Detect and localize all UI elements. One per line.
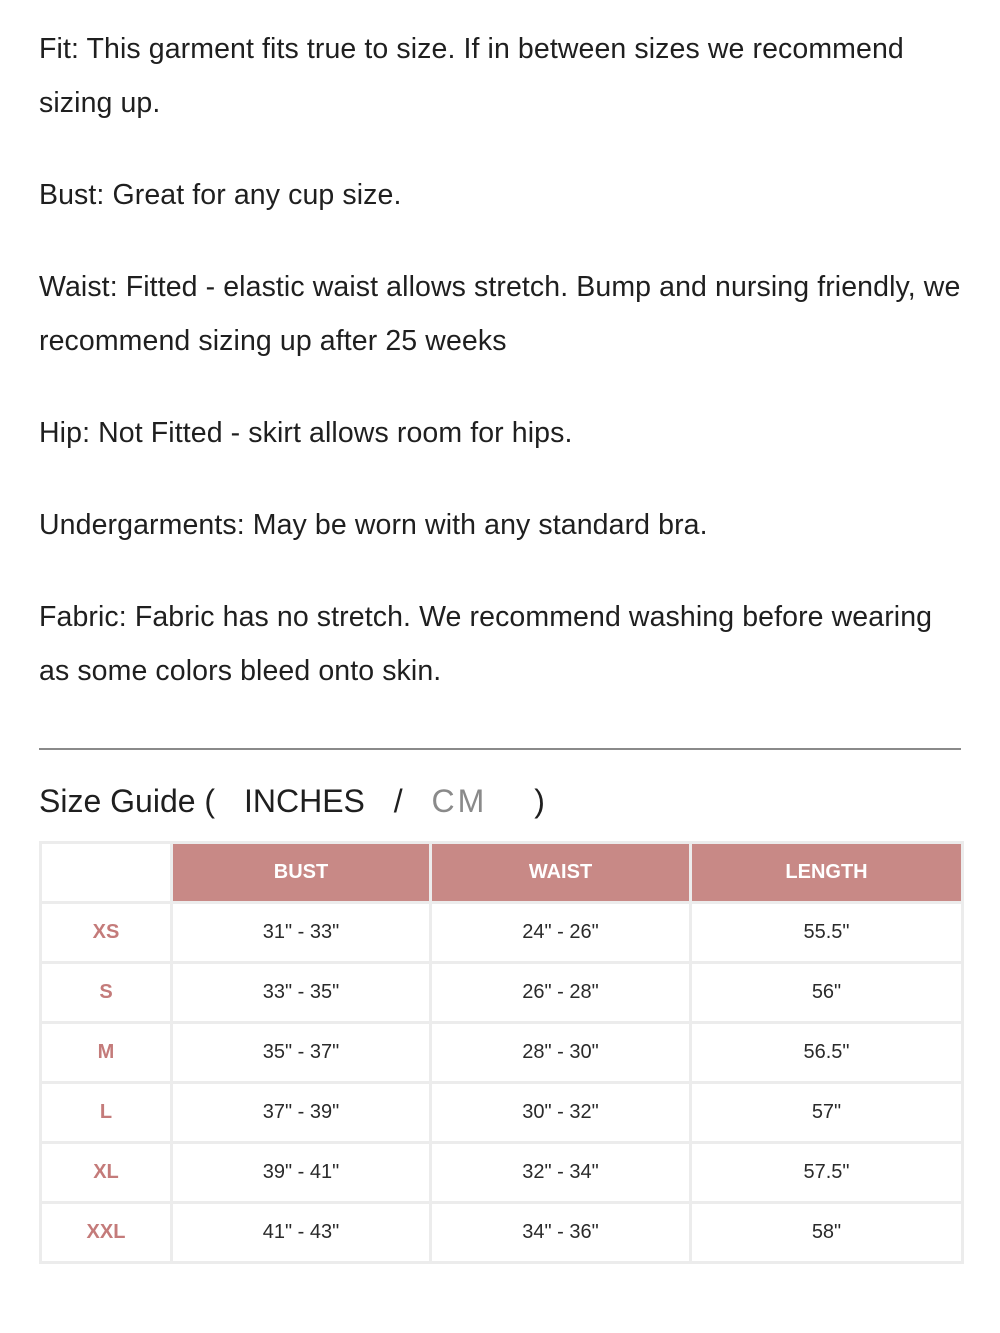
bust-value: 33" - 35" xyxy=(172,963,431,1023)
waist-value: 32" - 34" xyxy=(431,1143,691,1203)
table-row xyxy=(41,903,963,963)
header-bust: BUST xyxy=(172,843,431,903)
table-row xyxy=(41,963,963,1023)
table-row xyxy=(41,1083,963,1143)
size-label: XXL xyxy=(41,1203,172,1263)
table-row xyxy=(41,1203,963,1263)
size-guide-title: Size Guide ( xyxy=(39,783,216,819)
section-divider xyxy=(39,748,961,750)
unit-inches-toggle[interactable]: INCHES xyxy=(243,783,365,819)
length-value: 58" xyxy=(691,1203,963,1263)
waist-value: 28" - 30" xyxy=(431,1023,691,1083)
bust-detail: Bust: Great for any cup size. xyxy=(39,179,402,211)
length-value: 57" xyxy=(691,1083,963,1143)
table-header-row xyxy=(41,843,963,903)
product-details xyxy=(39,22,961,736)
fabric-detail: Fabric: Fabric has no stretch. We recommend washing before wearing as some colors bleed onto skin. xyxy=(39,601,933,687)
fit-detail: Fit: This garment fits true to size. If in between sizes we recommend sizing up. xyxy=(39,33,904,119)
waist-value: 24" - 26" xyxy=(431,903,691,963)
size-guide-heading xyxy=(39,778,545,824)
bust-value: 41" - 43" xyxy=(172,1203,431,1263)
bust-value: 35" - 37" xyxy=(172,1023,431,1083)
size-label: L xyxy=(41,1083,172,1143)
length-value: 57.5" xyxy=(691,1143,963,1203)
waist-detail: Waist: Fitted - elastic waist allows stretch. Bump and nursing friendly, we recommend sizing up after 25 weeks xyxy=(39,271,961,357)
unit-separator: / xyxy=(393,783,403,819)
undergarments-detail: Undergarments: May be worn with any standard bra. xyxy=(39,509,708,541)
header-waist: WAIST xyxy=(431,843,691,903)
bust-value: 37" - 39" xyxy=(172,1083,431,1143)
table-row xyxy=(41,1143,963,1203)
hip-detail: Hip: Not Fitted - skirt allows room for hips. xyxy=(39,417,573,449)
header-length: LENGTH xyxy=(691,843,963,903)
size-label: M xyxy=(41,1023,172,1083)
table-corner-cell xyxy=(41,843,172,903)
length-value: 56.5" xyxy=(691,1023,963,1083)
size-table xyxy=(39,841,964,1264)
size-guide-close-paren: ) xyxy=(534,783,545,819)
size-label: XL xyxy=(41,1143,172,1203)
waist-value: 34" - 36" xyxy=(431,1203,691,1263)
bust-value: 31" - 33" xyxy=(172,903,431,963)
length-value: 56" xyxy=(691,963,963,1023)
waist-value: 26" - 28" xyxy=(431,963,691,1023)
length-value: 55.5" xyxy=(691,903,963,963)
unit-cm-toggle[interactable]: CM xyxy=(431,783,488,819)
waist-value: 30" - 32" xyxy=(431,1083,691,1143)
bust-value: 39" - 41" xyxy=(172,1143,431,1203)
size-label: S xyxy=(41,963,172,1023)
size-label: XS xyxy=(41,903,172,963)
table-row xyxy=(41,1023,963,1083)
